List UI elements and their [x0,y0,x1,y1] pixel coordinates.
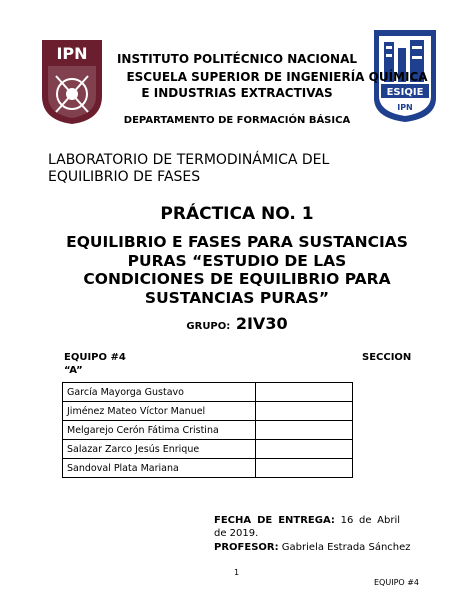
professor [214,542,411,553]
delivery-date-label: FECHA DE ENTREGA: [214,515,335,526]
section-value: “A” [64,365,83,376]
title-line2: PURAS “ESTUDIO DE LAS [127,251,347,270]
member-signature-cell [256,421,353,440]
table-row [63,421,353,440]
professor-name: Gabriela Estrada Sánchez [281,542,411,553]
title-line3: CONDICIONES DE EQUILIBRIO PARA [83,270,391,288]
table-row [63,383,353,402]
page-number: 1 [234,568,240,577]
table-row [63,402,353,421]
lab-name-line2: EQUILIBRIO DE FASES [48,169,201,185]
school-name-line1: ESCUELA SUPERIOR DE INGENIERÍA QUÍMICA [126,70,428,84]
group-label: GRUPO: [186,321,231,332]
title-line4: SUSTANCIAS PURAS” [144,288,330,307]
member-signature-cell [256,402,353,421]
title-line1: EQUILIBRIO E FASES PARA SUSTANCIAS [66,233,408,251]
practice-title [56,233,418,307]
practice-number: PRÁCTICA NO. 1 [160,204,314,224]
members-table [62,382,353,478]
professor-label: PROFESOR: [214,542,279,553]
member-name: Sandoval Plata Mariana [63,459,256,478]
esiqie-logo-subtext: IPN [397,103,413,112]
delivery-date [214,514,400,540]
member-name: Jiménez Mateo Víctor Manuel [63,402,256,421]
member-name: Melgarejo Cerón Fátima Cristina [63,421,256,440]
esiqie-logo-text: ESIQIE [386,87,424,98]
delivery-date-value: 16 de Abril de 2019. [214,515,401,539]
member-name: García Mayorga Gustavo [63,383,256,402]
member-signature-cell [256,459,353,478]
group-value: 2IV30 [235,314,288,333]
page-footer: EQUIPO #4 [374,578,420,587]
member-signature-cell [256,440,353,459]
group [0,314,474,333]
institution-name: INSTITUTO POLITÉCNICO NACIONAL [116,52,358,66]
ipn-logo-text: IPN [56,44,88,63]
member-signature-cell [256,383,353,402]
table-row [63,459,353,478]
team-label: EQUIPO #4 [64,352,126,363]
table-row [63,440,353,459]
section-label: SECCION [362,352,412,363]
lab-name [48,152,428,186]
member-name: Salazar Zarco Jesús Enrique [63,440,256,459]
department-name: DEPARTAMENTO DE FORMACIÓN BÁSICA [123,115,351,126]
school-name-line2: E INDUSTRIAS EXTRACTIVAS [141,86,333,100]
lab-name-line1: LABORATORIO DE TERMODINÁMICA DEL [48,152,330,168]
